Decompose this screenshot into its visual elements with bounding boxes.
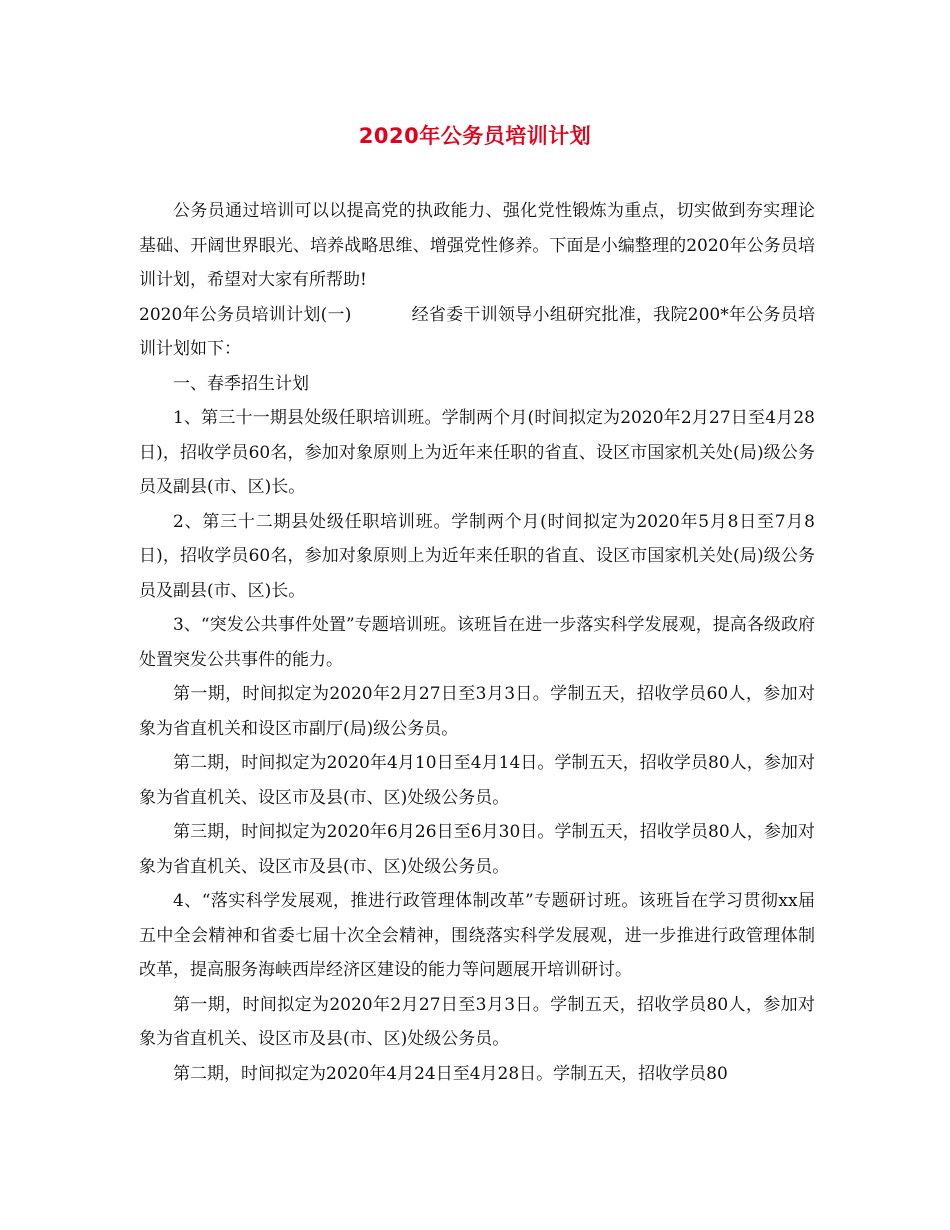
item-4-paragraph: 4、“落实科学发展观，推进行政管理体制改革”专题研讨班。该班旨在学习贯彻xx届五中全会精神和省委七届十次全会精神，围绕落实科学发展观，进一步推进行政管理体制改革，提高服务海峡西岸经济区建设的能力等问题展开培训研讨。	[139, 891, 815, 980]
document-title: 2020年公务员培训计划	[358, 124, 592, 148]
document-body	[139, 194, 815, 1091]
item-3-paragraph: 3、“突发公共事件处置”专题培训班。该班旨在进一步落实科学发展观，提高各级政府处置突发公共事件的能力。	[139, 615, 815, 670]
item-2-paragraph: 2、第三十二期县处级任职培训班。学制两个月(时间拟定为2020年5月8日至7月8日)，招收学员60名，参加对象原则上为近年来任职的省直、设区市国家机关处(局)级公务员及副县(市、区)长。	[139, 511, 815, 601]
item-3-session-3: 第三期，时间拟定为2020年6月26日至6月30日。学制五天，招收学员80人，参加对象为省直机关、设区市及县(市、区)处级公务员。	[139, 822, 815, 877]
item-1-paragraph: 1、第三十一期县处级任职培训班。学制两个月(时间拟定为2020年2月27日至4月28日)，招收学员60名，参加对象原则上为近年来任职的省直、设区市国家机关处(局)级公务员及副县(市、区)长。	[139, 408, 815, 497]
item-3-session-2: 第二期，时间拟定为2020年4月10日至4月14日。学制五天，招收学员80人，参加对象为省直机关、设区市及县(市、区)处级公务员。	[139, 753, 815, 808]
section-heading-spring: 一、春季招生计划	[173, 373, 309, 394]
item-3-session-1: 第一期，时间拟定为2020年2月27日至3月3日。学制五天，招收学员60人，参加对象为省直机关和设区市副厅(局)级公务员。	[139, 684, 815, 739]
plan-intro-text: 经省委干训领导小组研究批准，我院200*年公务员培训计划如下：	[139, 304, 815, 359]
item-4-session-2: 第二期，时间拟定为2020年4月24日至4月28日。学制五天，招收学员80	[173, 1063, 728, 1084]
plan-heading-paragraph	[139, 298, 815, 367]
intro-paragraph: 公务员通过培训可以以提高党的执政能力、强化党性锻炼为重点，切实做到夯实理论基础、开阔世界眼光、培养战略思维、增强党性修养。下面是小编整理的2020年公务员培训计划，希望对大家有所帮助!	[139, 201, 815, 290]
plan-heading: 2020年公务员培训计划(一)	[139, 304, 352, 325]
item-4-session-1: 第一期，时间拟定为2020年2月27日至3月3日。学制五天，招收学员80人，参加对象为省直机关、设区市及县(市、区)处级公务员。	[139, 994, 815, 1049]
